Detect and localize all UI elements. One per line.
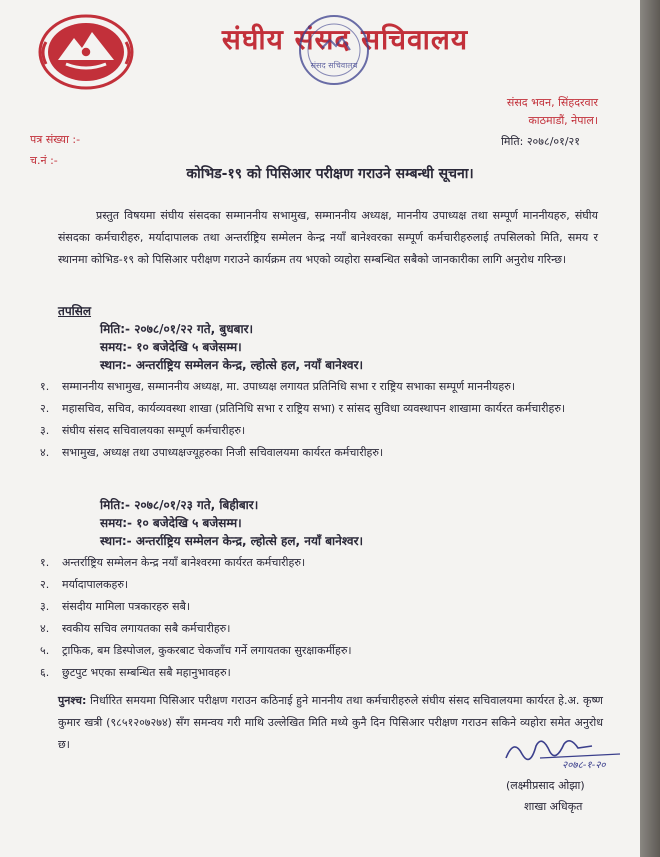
list-item: ६. छुटपुट भएका सम्बन्धित सबै महानुभावहरु।	[40, 666, 231, 679]
schedule1-date: मिति:- २०७८/०१/२२ गते, बुधबार।	[100, 322, 254, 336]
intro-paragraph: प्रस्तुत विषयमा संघीय संसदका सम्माननीय सभामुख, सम्माननीय अध्यक्ष, माननीय उपाध्यक्ष तथा सम्पूर्ण माननीयहरु, संघीय संसदका कर्मचारीहरु, मर्यादापालक तथा अन्तर्राष्ट्रिय सम्मेलन केन्द्र नयाँ बानेश्वरका सम्पूर्ण कर्मचारीहरुलाई तपसिलको मिति, समय र स्थानमा कोभिड-१९ को पिसिआर परीक्षण गराउने कार्यक्रम तय भएको व्यहोरा सम्बन्धित सबैको जानकारीका लागि अनुरोध गरिन्छ।	[58, 209, 598, 266]
tapasil-label: तपसिल	[58, 304, 92, 318]
signatory-name: (लक्ष्मीप्रसाद ओझा)	[506, 779, 585, 792]
schedule1-place: स्थान:- अन्तर्राष्ट्रिय सम्मेलन केन्द्र, ल्होत्से हल, नयाँ बानेश्वर।	[100, 358, 364, 372]
schedule1-time: समय:- १० बजेदेखि ५ बजेसम्म।	[100, 340, 242, 354]
schedule1-list	[40, 376, 600, 464]
list-item: ३. संसदीय मामिला पत्रकारहरु सबै।	[40, 600, 191, 613]
schedule2-time: समय:- १० बजेदेखि ५ बजेसम्म।	[100, 516, 242, 530]
list-item: ४. सभामुख, अध्यक्ष तथा उपाध्यक्षज्यूहरुका निजी सचिवालयमा कार्यरत कर्मचारीहरु।	[40, 446, 384, 459]
list-item: २. महासचिव, सचिव, कार्यव्यवस्था शाखा (प्रतिनिधि सभा र राष्ट्रिय सभा) र सांसद सुविधा व्यवस्थापन शाखामा कार्यरत कर्मचारीहरु।	[40, 402, 566, 415]
schedule2-list	[40, 552, 600, 684]
list-item: २. मर्यादापालकहरु।	[40, 578, 129, 591]
schedule2-place: स्थान:- अन्तर्राष्ट्रिय सम्मेलन केन्द्र, ल्होत्से हल, नयाँ बानेश्वर।	[100, 534, 364, 548]
letter-number-label: पत्र संख्या :-	[30, 133, 81, 146]
list-item: ५. ट्राफिक, बम डिस्पोजल, कुकरबाट चेकजाँच गर्ने लगायतका सुरक्षाकर्मीहरु।	[40, 644, 352, 657]
list-item: १. अन्तर्राष्ट्रिय सम्मेलन केन्द्र नयाँ बानेश्वरमा कार्यरत कर्मचारीहरु।	[40, 556, 306, 569]
signatory-designation: शाखा अधिकृत	[524, 800, 583, 813]
svg-text:२०७८-१-२०: २०७८-१-२०	[562, 760, 606, 771]
nepal-emblem-icon	[36, 12, 136, 92]
schedule2-date: मिति:- २०७८/०१/२३ गते, बिहीबार।	[100, 498, 259, 512]
postscript-text: निर्धारित समयमा पिसिआर परीक्षण गराउन कठिनाई हुने माननीय तथा कर्मचारीहरुले संघीय संसद सचिवालयमा कार्यरत हे.अ. कृष्ण कुमार खत्री (९८५१२०७२७४) सँग समन्वय गरी माथि उल्लेखित मिति मध्ये कुनै दिन पिसिआर परीक्षण गराउन सकिने व्यहोरा समेत अनुरोध छ।	[58, 694, 603, 751]
letter-date: मिति: २०७८/०१/२१	[501, 135, 580, 148]
list-item: ३. संघीय संसद सचिवालयका सम्पूर्ण कर्मचारीहरु।	[40, 424, 246, 437]
desk-background	[640, 0, 660, 857]
notice-subject: कोभिड-१९ को पिसिआर परीक्षण गराउने सम्बन्धी सूचना।	[186, 166, 474, 182]
postscript-label: पुनश्च:	[58, 694, 87, 707]
list-item: १. सम्माननीय सभामुख, सम्माननीय अध्यक्ष, मा. उपाध्यक्ष लगायत प्रतिनिधि सभा र राष्ट्रिय सभाका सम्पूर्ण माननीयहरु।	[40, 380, 516, 393]
dispatch-number-label: च.नं :-	[30, 154, 58, 167]
handwritten-signature-icon	[500, 728, 640, 772]
list-item: ४. स्वकीय सचिव लगायतका सबै कर्मचारीहरु।	[40, 622, 231, 635]
svg-text:संसद सचिवालय: संसद सचिवालय	[310, 61, 358, 70]
address-line-2: काठमाडौं, नेपाल।	[528, 114, 598, 127]
letterhead-title: संघीय संसद सचिवालय	[221, 23, 469, 56]
office-stamp-icon	[294, 10, 374, 90]
address-line-1: संसद भवन, सिंहदरवार	[506, 96, 598, 109]
